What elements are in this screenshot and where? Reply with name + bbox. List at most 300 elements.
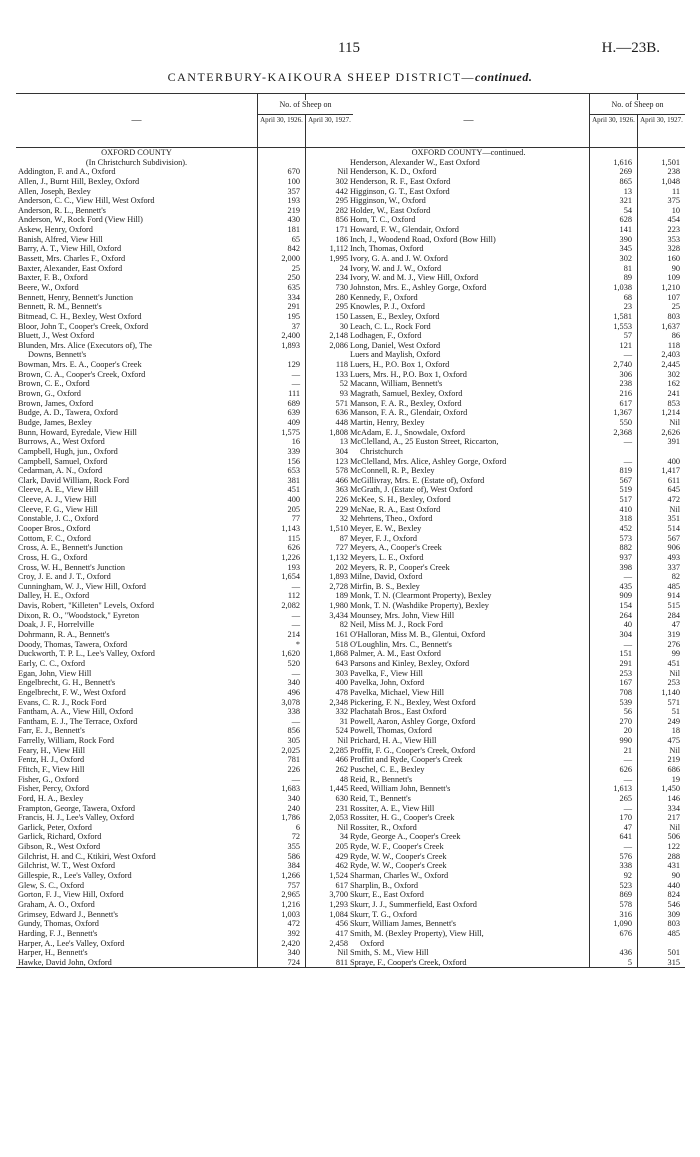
owner-name: Davis, Robert, "Killeten" Levels, Oxford (18, 601, 155, 611)
table-row (348, 765, 685, 775)
sheep-1927: 515 (667, 601, 680, 611)
table-row (348, 582, 685, 592)
sheep-1927: 501 (667, 948, 680, 958)
table-row (16, 534, 353, 544)
owner-name: Reid, T., Bennett's (350, 793, 411, 803)
owner-name: Powell, Thomas, Oxford (350, 726, 432, 736)
sheep-1926: * (295, 639, 300, 649)
owner-name: Blunden, Mrs. Alice (Executors of), The (18, 340, 152, 350)
owner-name: Brown, G., Oxford (18, 389, 81, 399)
sheep-1926: 1,226 (281, 552, 300, 562)
table-row (348, 707, 685, 717)
table-row (16, 244, 353, 254)
table-row (16, 341, 353, 351)
owner-name: Bassett, Mrs. Charles F., Oxford (18, 254, 126, 264)
sheep-1926: 576 (619, 851, 632, 861)
sheep-1926: — (623, 774, 632, 784)
owner-name: Bloor, John T., Cooper's Creek, Oxford (18, 321, 149, 331)
sheep-1927: 475 (667, 736, 680, 746)
table-row (16, 582, 353, 592)
sheep-1927 (305, 158, 353, 168)
table-row (16, 408, 353, 418)
sheep-1926: 338 (287, 707, 300, 717)
table-row (348, 890, 685, 900)
owner-name: Francis, H. J., Lee's Valley, Oxford (18, 813, 135, 823)
owner-name: Plachatah Bros., East Oxford (350, 707, 447, 717)
table-row (348, 630, 685, 640)
table-row (348, 852, 685, 862)
table-header (348, 93, 685, 148)
owner-name: Lodhagen, F., Oxford (350, 331, 422, 341)
sheep-1927: 1,980 (329, 601, 348, 611)
sheep-1926: 3,078 (281, 697, 300, 707)
sheep-1927: 150 (335, 311, 348, 321)
sheep-1927: 571 (335, 398, 348, 408)
sheep-1927: 284 (667, 610, 680, 620)
owner-name: Cottom, F. C., Oxford (18, 533, 91, 543)
owner-name: Rossiter, A. E., View Hill (350, 803, 435, 813)
owner-name: Skurr, J. J., Summerfield, East Oxford (350, 899, 477, 909)
owner-name: OXFORD COUNTY—continued. (411, 148, 526, 157)
owner-name: Glew, S. C., Oxford (18, 880, 85, 890)
owner-name: Baxter, Alexander, East Oxford (18, 263, 123, 273)
table-row (16, 669, 353, 679)
sheep-1926: 23 (623, 302, 632, 312)
owner-name: Fisher, G., Oxford (18, 774, 79, 784)
sheep-1926: 265 (619, 793, 632, 803)
table-row (16, 254, 353, 264)
sheep-1926: 89 (623, 273, 632, 283)
table-row (348, 235, 685, 245)
table-row (16, 553, 353, 563)
sheep-1926: 2,082 (281, 601, 300, 611)
table-row (348, 948, 685, 958)
table-row (348, 399, 685, 409)
owner-name: Clark, David William, Rock Ford (18, 475, 130, 485)
sheep-1926: 154 (619, 601, 632, 611)
sheep-1926: 517 (619, 495, 632, 505)
owner-name: Campbell, Samuel, Oxford (18, 456, 108, 466)
sheep-1926: 496 (287, 687, 300, 697)
table-row (348, 717, 685, 727)
table-row (16, 630, 353, 640)
sheep-count-span-header: No. of Sheep on (258, 100, 353, 115)
owner-name: Reed, William John, Bennett's (350, 784, 451, 794)
sheep-1927: 1,445 (329, 784, 348, 794)
table-row (348, 476, 685, 486)
sheep-1927: 34 (339, 832, 348, 842)
sheep-1926: 628 (619, 215, 632, 225)
owner-name: Holder, W., East Oxford (350, 205, 431, 215)
sheep-1927: 186 (335, 234, 348, 244)
sheep-1926: 539 (619, 697, 632, 707)
table-row (16, 514, 353, 524)
owner-name: Farr, E. J., Bennett's (18, 726, 85, 736)
owner-name: Harding, F. J., Bennett's (18, 928, 98, 938)
sheep-1927: Nil (669, 504, 680, 514)
owner-name: Powell, Aaron, Ashley Gorge, Oxford (350, 716, 476, 726)
sheep-1926: — (623, 842, 632, 852)
table-row (16, 601, 353, 611)
owner-name: Skurr, E., East Oxford (350, 890, 424, 900)
owner-name: Sharplin, B., Oxford (350, 880, 418, 890)
table-row (348, 910, 685, 920)
owner-name: Bunn, Howard, Eyredale, View Hill (18, 427, 137, 437)
sheep-1927: 302 (335, 176, 348, 186)
table-row (16, 784, 353, 794)
table-row (348, 206, 685, 216)
sheep-1927: 276 (667, 639, 680, 649)
sheep-1927: 611 (667, 475, 680, 485)
owner-name: Croy, J. E. and J. T., Oxford (18, 572, 111, 582)
owner-name: Dixon, R. O., "Woodstock," Eyreton (18, 610, 140, 620)
sheep-1927: 686 (667, 765, 680, 774)
sheep-1926: 384 (287, 861, 300, 871)
table-row (348, 379, 685, 389)
sheep-1927: 123 (335, 456, 348, 466)
table-row (348, 283, 685, 293)
table-row (348, 273, 685, 283)
sheep-1927: Nil (337, 948, 348, 958)
sheep-1926: 641 (619, 832, 632, 842)
sheep-1927: 30 (339, 321, 348, 331)
sheep-1927: 431 (667, 861, 680, 871)
sheep-1926 (589, 447, 637, 457)
table-row (16, 273, 353, 283)
table-row (348, 322, 685, 332)
title-continued: continued. (475, 70, 533, 84)
sheep-1927: 1,510 (329, 523, 348, 533)
owner-name: Baxter, F. B., Oxford (18, 273, 88, 283)
sheep-1926: 121 (619, 340, 632, 350)
sheep-1926: 54 (623, 205, 632, 215)
owner-name: Cleeve, F. G., View Hill (18, 504, 98, 514)
sheep-1927: 82 (339, 620, 348, 630)
table-row (16, 746, 353, 756)
sheep-1927: 462 (335, 861, 348, 871)
sheep-1926: 181 (287, 225, 300, 235)
sheep-1926: 77 (291, 514, 300, 524)
owner-name: Sharman, Charles W., Oxford (350, 871, 449, 881)
sheep-1926: 56 (623, 707, 632, 717)
sheep-1927: 514 (667, 523, 680, 533)
owner-name: Palmer, A. M., East Oxford (350, 649, 441, 659)
sheep-1926: 304 (619, 630, 632, 640)
sheep-1926: 340 (287, 678, 300, 688)
table-row (16, 505, 353, 515)
table-row (348, 341, 685, 351)
sheep-1927: 400 (667, 456, 680, 466)
table-row (16, 331, 353, 341)
sheep-1927: 811 (335, 957, 348, 967)
table-row (16, 900, 353, 910)
owner-name: Luers, Mrs. H., P.O. Box 1, Oxford (350, 369, 467, 379)
sheep-1926: 115 (287, 533, 300, 543)
owner-name: Neil, Miss M. J., Rock Ford (350, 620, 443, 630)
table-row (348, 264, 685, 274)
owner-name: Frampton, George, Tawera, Oxford (18, 803, 136, 813)
table-row (16, 910, 353, 920)
owner-name: Bennett, R. M., Bennett's (18, 302, 102, 312)
owner-name: Monk, T. N. (Washdike Property), Bexley (350, 601, 489, 611)
sheep-1927: 160 (667, 254, 680, 264)
sheep-1927 (637, 148, 685, 158)
sheep-1926: 37 (291, 321, 300, 331)
sheep-1926: 253 (619, 668, 632, 678)
table-row (16, 543, 353, 553)
owner-name: Burrows, A., West Oxford (18, 437, 105, 447)
table-row (348, 832, 685, 842)
sheep-1926: — (623, 755, 632, 765)
sheep-1926: 676 (619, 928, 632, 938)
sheep-1927: 400 (335, 678, 348, 688)
sheep-1927: 2,086 (329, 340, 348, 350)
sheep-1927: 454 (667, 215, 680, 225)
table-row (348, 457, 685, 467)
owner-name: Cooper Bros., Oxford (18, 523, 91, 533)
col-1927-header: April 30, 1927. (305, 94, 353, 147)
sheep-1927: 429 (335, 851, 348, 861)
sheep-1926: 2,965 (281, 890, 300, 900)
sheep-1926: 345 (619, 244, 632, 254)
owner-name: Lassen, E., Bexley, Oxford (350, 311, 440, 321)
sheep-1927: 1,893 (329, 572, 348, 582)
sheep-1926: 40 (623, 620, 632, 630)
table-row (16, 524, 353, 534)
table-row (16, 158, 353, 168)
sheep-1926: 65 (291, 234, 300, 244)
sheep-1926: 519 (619, 485, 632, 495)
table-row (348, 813, 685, 823)
table-body (348, 148, 685, 968)
sheep-1927: 334 (667, 803, 680, 813)
sheep-1926: — (623, 350, 632, 360)
owner-name: Luers and Maylish, Oxford (350, 350, 441, 360)
owner-name: Magrath, Samuel, Bexley, Oxford (350, 389, 463, 399)
sheep-1926: 2,368 (613, 427, 632, 437)
owner-name: Ryde, W. W., Cooper's Creek (350, 851, 447, 861)
owner-name: McClelland, Mrs. Alice, Ashley Gorge, Oxford (350, 456, 507, 466)
sheep-1926: 269 (619, 167, 632, 177)
sheep-1927: 3,700 (329, 890, 348, 900)
sheep-1926: — (623, 456, 632, 466)
sheep-1926: 72 (291, 832, 300, 842)
owner-name: Gilchrist, W. T., West Oxford (18, 861, 116, 871)
table-row (348, 755, 685, 765)
table-row (348, 360, 685, 370)
table-row (16, 939, 353, 949)
table-row (16, 457, 353, 467)
owner-name: Manson, F. A. R., Glendair, Oxford (350, 408, 468, 418)
sheep-1927: 82 (671, 572, 680, 582)
sheep-1927: 24 (339, 263, 348, 273)
page-header (0, 40, 700, 60)
owner-name: Dohrmann, R. A., Bennett's (18, 630, 110, 640)
sheep-1926: 882 (619, 543, 632, 553)
table-row (348, 939, 685, 949)
sheep-1927: Nil (669, 417, 680, 427)
table-row (348, 514, 685, 524)
table-row (16, 370, 353, 380)
table-row (16, 659, 353, 669)
sheep-1926: 1,143 (281, 523, 300, 533)
sheep-1927: 205 (335, 842, 348, 852)
sheep-1926: 1,216 (281, 899, 300, 909)
sheep-1926: — (291, 620, 300, 630)
table-row (348, 553, 685, 563)
sheep-1926: 856 (287, 726, 300, 736)
sheep-1927 (305, 148, 353, 158)
table-row (16, 466, 353, 476)
owner-name: Egan, John, View Hill (18, 668, 92, 678)
table-row (16, 302, 353, 312)
sheep-1927: 1,524 (329, 871, 348, 881)
sheep-1926: 472 (287, 919, 300, 929)
col-1926-header: No. of Sheep on April 30, 1926. (589, 94, 637, 147)
owner-name: Anderson, C. C., View Hill, West Oxford (18, 196, 155, 206)
sheep-1926: 214 (287, 630, 300, 640)
owner-name: Early, C. C., Oxford (18, 658, 85, 668)
sheep-1927: 1,214 (661, 408, 680, 418)
sheep-1926: 819 (619, 466, 632, 476)
owner-name: Manson, F. A. R., Bexley, Oxford (350, 398, 462, 408)
table-row (348, 620, 685, 630)
sheep-1927: 11 (672, 186, 680, 196)
table-row (16, 350, 353, 360)
sheep-1927: 161 (335, 630, 348, 640)
sheep-1926: 520 (287, 658, 300, 668)
sheep-1927: 51 (671, 707, 680, 717)
sheep-1927: 304 (335, 446, 348, 456)
sheep-1926 (257, 158, 305, 168)
sheep-1926: 708 (619, 687, 632, 697)
sheep-1926: 400 (287, 495, 300, 505)
owner-name: Fisher, Percy, Oxford (18, 784, 90, 794)
owner-name: McGillivray, Mrs. E. (Estate of), Oxford (350, 475, 485, 485)
table-row (16, 775, 353, 785)
table-row (16, 649, 353, 659)
owner-name: Bluett, J., West Oxford (18, 331, 95, 341)
owner-name: McKee, S. H., Bexley, Oxford (350, 495, 451, 505)
sheep-1927: 162 (667, 379, 680, 389)
sheep-1927: 109 (667, 273, 680, 283)
sheep-1926: 865 (619, 176, 632, 186)
owner-name: Addington, F. and A., Oxford (18, 167, 116, 177)
owner-name: Parsons and Kinley, Bexley, Oxford (350, 658, 470, 668)
sheep-1926: 567 (619, 475, 632, 485)
sheep-1926: 1,090 (613, 919, 632, 929)
sheep-1927: 337 (667, 562, 680, 572)
owner-name: Ivory, W. and M. J., View Hill, Oxford (350, 273, 479, 283)
table-header (16, 93, 353, 148)
owner-name: Ford, H. A., Bexley (18, 793, 84, 803)
sheep-1926: 316 (619, 909, 632, 919)
sheep-1926: 452 (619, 523, 632, 533)
sheep-1927: 1,995 (329, 254, 348, 264)
sheep-1926: — (291, 668, 300, 678)
owner-name: Meyer, F. J., Oxford (350, 533, 417, 543)
sheep-1926: 2,025 (281, 745, 300, 755)
owner-name: Anderson, W., Rock Ford (View Hill) (18, 215, 143, 225)
sheep-1927: 226 (335, 495, 348, 505)
table-row (16, 225, 353, 235)
sheep-1927: 363 (335, 485, 348, 495)
table-row (16, 591, 353, 601)
right-table (348, 93, 685, 968)
sheep-1927: 234 (335, 273, 348, 283)
table-row (348, 794, 685, 804)
owner-name: Cleeve, A. E., View Hill (18, 485, 99, 495)
table-row (348, 505, 685, 515)
owner-name: Gillespie, R., Lee's Valley, Oxford (18, 871, 132, 881)
sheep-1926: — (291, 379, 300, 389)
owner-name: Ivory, W. and J. W., Oxford (350, 263, 442, 273)
table-row (348, 842, 685, 852)
table-row (348, 900, 685, 910)
owner-name: Barry, A. T., View Hill, Oxford (18, 244, 122, 254)
sheep-1926: 909 (619, 591, 632, 601)
sheep-1927: 31 (339, 716, 348, 726)
sheep-1926 (589, 939, 637, 949)
sheep-1926: 81 (623, 263, 632, 273)
sheep-1926: 1,367 (613, 408, 632, 418)
sheep-1927: 518 (335, 639, 348, 649)
owner-name: Rossiter, R., Oxford (350, 822, 417, 832)
col-1926-header: No. of Sheep on April 30, 1926. (257, 94, 305, 147)
owner-name: Garlick, Peter, Oxford (18, 822, 92, 832)
table-row (16, 832, 353, 842)
sheep-1927: 1,637 (661, 321, 680, 331)
page-title (0, 70, 700, 85)
owner-name: Prichard, H. A., View Hill (350, 736, 437, 746)
sheep-1926: 626 (619, 765, 632, 774)
table-row (348, 485, 685, 495)
sheep-1927: 1,084 (329, 909, 348, 919)
sheep-1926: 92 (623, 871, 632, 881)
sheep-1927: 328 (667, 244, 680, 254)
sheep-1927: 417 (335, 928, 348, 938)
table-row (16, 264, 353, 274)
table-row (16, 485, 353, 495)
sheep-1927: 295 (335, 196, 348, 206)
table-row (348, 958, 685, 968)
sheep-1927: 451 (667, 658, 680, 668)
sheep-1926: 842 (287, 244, 300, 254)
sheep-1926: 392 (287, 928, 300, 938)
owner-name: Meyers, L. E., Oxford (350, 552, 424, 562)
owner-name: Brown, C. E., Oxford (18, 379, 90, 389)
table-row (348, 302, 685, 312)
sheep-1926: 216 (619, 389, 632, 399)
table-row (348, 572, 685, 582)
sheep-1926: 321 (619, 196, 632, 206)
sheep-1927: 32 (339, 514, 348, 524)
table-row (348, 775, 685, 785)
table-row (348, 370, 685, 380)
sheep-1927 (637, 939, 685, 949)
owner-name: Spraye, F., Cooper's Creek, Oxford (350, 957, 467, 967)
sheep-1926: 670 (287, 167, 300, 177)
sheep-1927: 1,868 (329, 649, 348, 659)
table-row (16, 312, 353, 322)
owner-name: Cross, H. G., Oxford (18, 552, 88, 562)
sheep-1926: 757 (287, 880, 300, 890)
owner-name: Puschel, C. E., Bexley (350, 765, 425, 774)
sheep-1926: 195 (287, 311, 300, 321)
sheep-1927: 617 (335, 880, 348, 890)
sheep-1926: 47 (623, 822, 632, 832)
sheep-1926: 357 (287, 186, 300, 196)
